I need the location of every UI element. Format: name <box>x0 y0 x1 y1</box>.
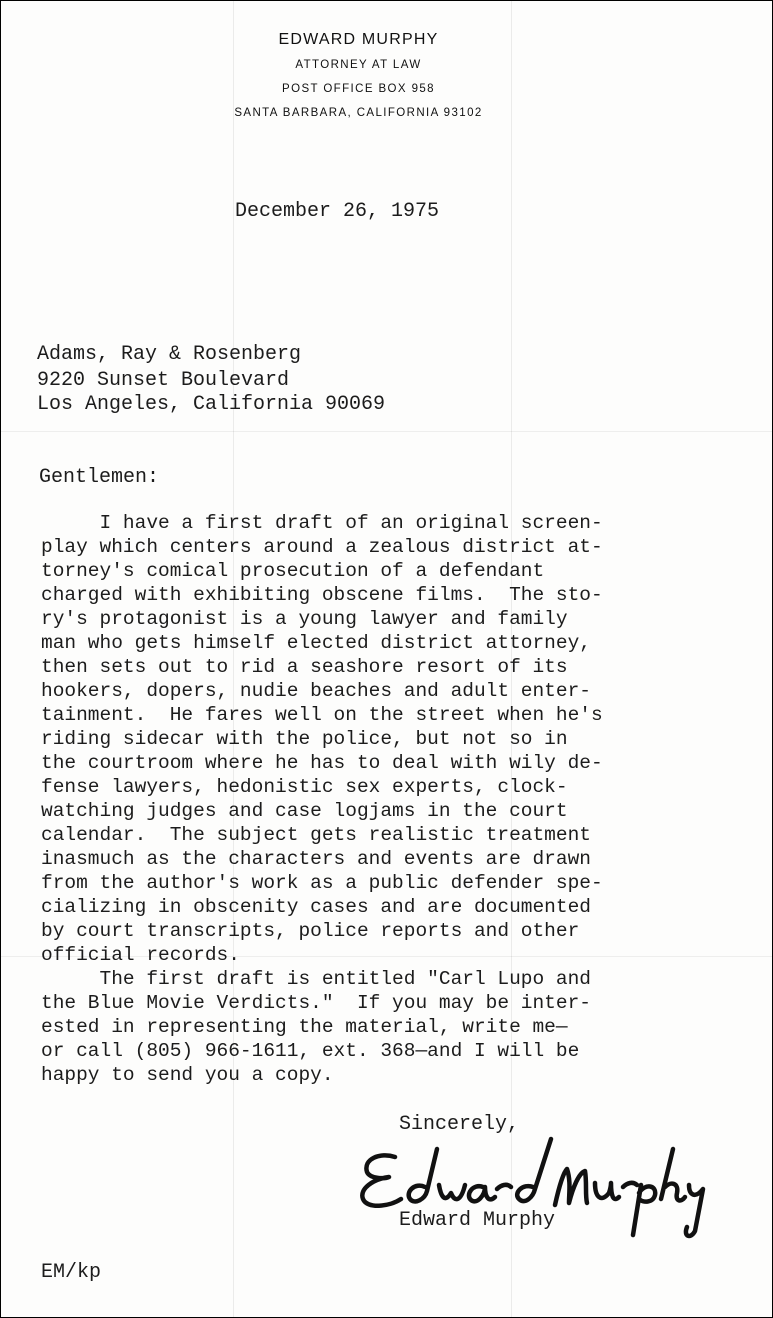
body-line: torney's comical prosecution of a defendant <box>41 560 545 582</box>
body-line: the courtroom where he has to deal with wily de- <box>41 752 603 774</box>
body-line: tainment. He fares well on the street when he's <box>41 704 603 726</box>
body-line: hookers, dopers, nudie beaches and adult enter- <box>41 680 591 702</box>
body-line: from the author's work as a public defender spe- <box>41 872 603 894</box>
body-line: play which centers around a zealous district at- <box>41 536 603 558</box>
body-line: The first draft is entitled "Carl Lupo and <box>41 968 591 990</box>
body-line: I have a first draft of an original screen- <box>41 512 603 534</box>
body-line: inasmuch as the characters and events are drawn <box>41 848 591 870</box>
letterhead-name: EDWARD MURPHY <box>278 31 439 48</box>
letterhead-address-2: SANTA BARBARA, CALIFORNIA 93102 <box>234 107 483 119</box>
recipient-line-1: Adams, Ray & Rosenberg <box>37 343 302 366</box>
body-line: happy to send you a copy. <box>41 1064 334 1086</box>
body-line: the Blue Movie Verdicts." If you may be inter- <box>41 992 591 1014</box>
body-line: charged with exhibiting obscene films. The sto- <box>41 584 603 606</box>
recipient-line-2: 9220 Sunset Boulevard <box>37 369 290 392</box>
recipient-line-3: Los Angeles, California 90069 <box>37 393 386 416</box>
fold-crease <box>1 431 772 432</box>
body-line: ested in representing the material, write me— <box>41 1016 568 1038</box>
reference-initials: EM/kp <box>41 1261 102 1284</box>
body-line: watching judges and case logjams in the court <box>41 800 568 822</box>
body-line: by court transcripts, police reports and other <box>41 920 580 942</box>
typed-name: Edward Murphy <box>399 1209 556 1232</box>
letterhead-address-1: POST OFFICE BOX 958 <box>282 83 435 95</box>
body-line: calendar. The subject gets realistic treatment <box>41 824 591 846</box>
body-line: riding sidecar with the police, but not so in <box>41 728 568 750</box>
salutation: Gentlemen: <box>39 466 160 489</box>
letterhead-title: ATTORNEY AT LAW <box>295 59 422 71</box>
body-line: then sets out to rid a seashore resort of its <box>41 656 568 678</box>
letter-date: December 26, 1975 <box>235 200 440 223</box>
body-line: or call (805) 966-1611, ext. 368—and I will be <box>41 1040 580 1062</box>
body-line: fense lawyers, hedonistic sex experts, clock- <box>41 776 568 798</box>
body-line: man who gets himself elected district attorney, <box>41 632 591 654</box>
body-line: cializing in obscenity cases and are documented <box>41 896 591 918</box>
body-line: ry's protagonist is a young lawyer and family <box>41 608 568 630</box>
closing: Sincerely, <box>399 1113 520 1136</box>
body-line: official records. <box>41 944 240 966</box>
